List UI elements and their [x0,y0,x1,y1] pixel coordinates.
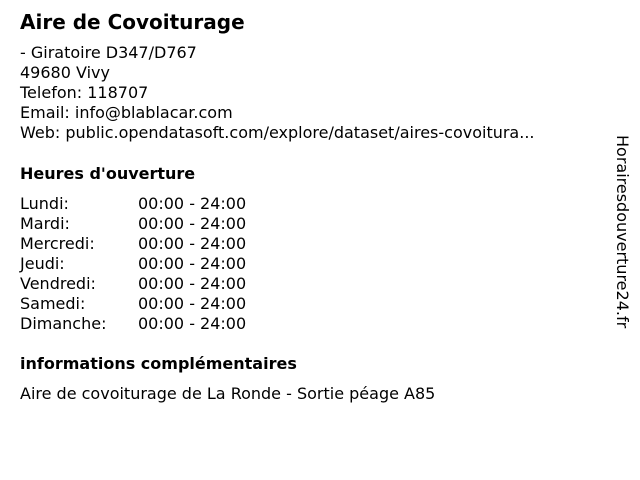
info-heading: informations complémentaires [20,354,297,373]
hours-heading: Heures d'ouverture [20,164,196,183]
place-title: Aire de Covoiturage [20,10,245,34]
address-city: 49680 Vivy [20,63,110,82]
day-label: Lundi: [20,194,69,213]
day-label: Mardi: [20,214,70,233]
hours-row [20,254,246,274]
hours-row [20,294,246,314]
time-range: 00:00 - 24:00 [138,234,247,253]
phone-line: Telefon: 118707 [20,83,149,102]
site-watermark: Horairesdouverture24.fr [613,135,632,329]
time-range: 00:00 - 24:00 [138,294,247,313]
info-text: Aire de covoiturage de La Ronde - Sortie péage A85 [20,384,436,403]
time-range: 00:00 - 24:00 [138,274,247,293]
day-label: Vendredi: [20,274,96,293]
time-range: 00:00 - 24:00 [138,194,247,213]
address-block [20,43,535,143]
day-label: Jeudi: [20,254,65,273]
email-line: Email: info@blablacar.com [20,103,233,122]
hours-row [20,194,246,214]
day-label: Dimanche: [20,314,107,333]
day-label: Samedi: [20,294,86,313]
hours-row [20,314,246,334]
day-label: Mercredi: [20,234,95,253]
hours-table [20,194,246,334]
hours-row [20,274,246,294]
time-range: 00:00 - 24:00 [138,314,247,333]
address-street: - Giratoire D347/D767 [20,43,197,62]
hours-row [20,214,246,234]
time-range: 00:00 - 24:00 [138,214,247,233]
hours-row [20,234,246,254]
web-line: Web: public.opendatasoft.com/explore/dataset/aires-covoitura... [20,123,535,142]
time-range: 00:00 - 24:00 [138,254,247,273]
